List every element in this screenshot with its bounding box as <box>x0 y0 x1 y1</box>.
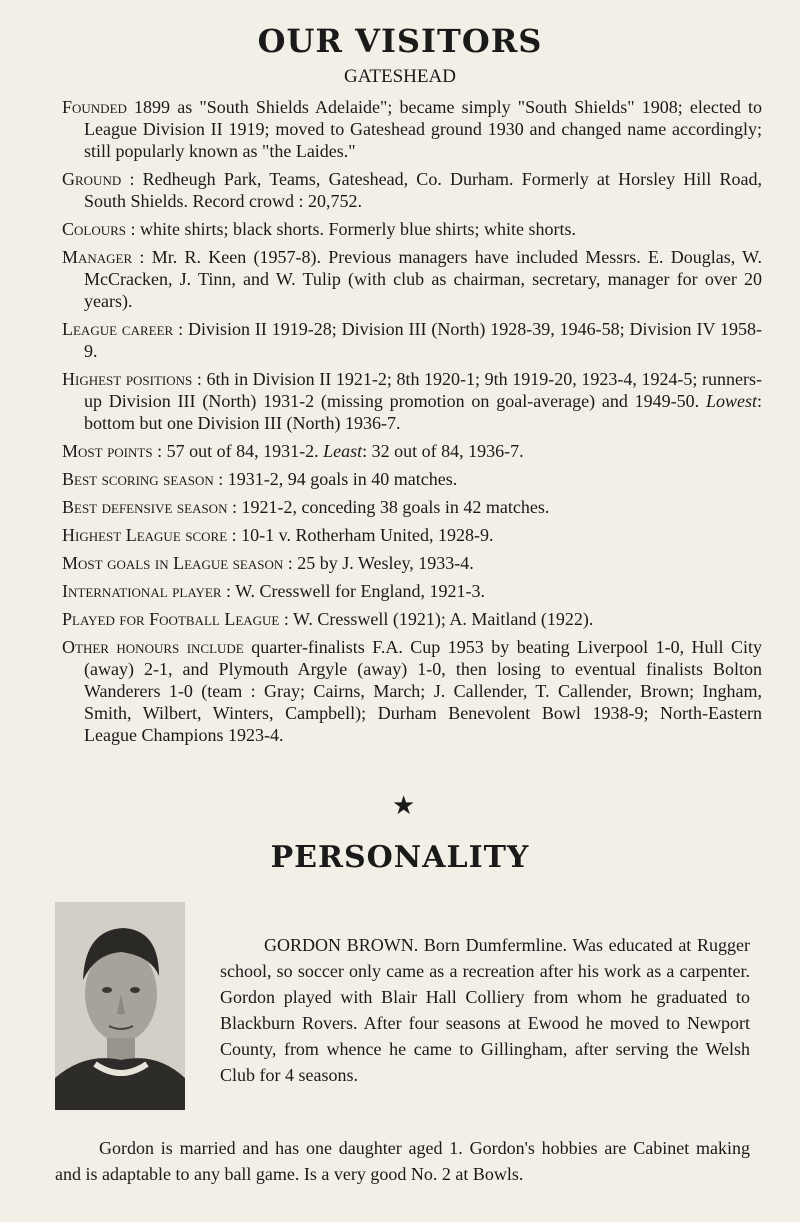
entry-international <box>62 580 762 602</box>
entry-best-scoring <box>62 468 762 490</box>
entry-label: Best scoring season <box>62 469 214 489</box>
entry-label: Highest positions <box>62 369 193 389</box>
entry-ground <box>62 168 762 212</box>
star-icon: ★ <box>392 791 416 821</box>
entry-label: Other honours include <box>62 637 244 657</box>
entry-text: : 57 out of 84, 1931-2. <box>152 441 319 461</box>
entry-text: : 10-1 v. Rotherham United, 1928-9. <box>227 525 494 545</box>
entry-label: League career <box>62 319 174 339</box>
entry-italic: Least <box>323 441 363 461</box>
entry-best-defensive <box>62 496 762 518</box>
entry-label: Manager <box>62 247 133 267</box>
entry-most-goals <box>62 552 762 574</box>
entry-text: : W. Cresswell for England, 1921-3. <box>221 581 485 601</box>
entry-colours <box>62 218 762 240</box>
entry-label: Played for Football League <box>62 609 280 629</box>
player-bio-continued: Gordon is married and has one daughter aged 1. Gordon's hobbies are Cabinet making and is adaptable to any ball game. Is a very good No. 2 at Bowls. <box>55 1138 750 1184</box>
entry-text: : Division II 1919-28; Division III (North) 1928-39, 1946-58; Division IV 1958-9. <box>84 319 762 361</box>
entry-text: : Redheugh Park, Teams, Gateshead, Co. Durham. Formerly at Horsley Hill Road, South Shields. Record crowd : 20,752. <box>84 169 762 211</box>
page-title: OUR VISITORS <box>257 22 543 60</box>
entry-text: : 1921-2, conceding 38 goals in 42 matches. <box>227 497 550 517</box>
entry-label: Highest League score <box>62 525 228 545</box>
entry-text: : white shirts; black shorts. Formerly blue shirts; white shorts. <box>126 219 576 239</box>
entry-highest-score <box>62 524 762 546</box>
club-name: GATESHEAD <box>344 66 456 87</box>
entry-label: International player <box>62 581 222 601</box>
bio-text: GORDON BROWN. Born Dumfermline. Was educated at Rugger school, so soccer only came as a recreation after his work as a carpenter. Gordon played with Blair Hall Colliery from whom he graduated to Blackburn Rovers. After four seasons at Ewood he moved to Newport County, from whence he came to Gillingham, after serving the Welsh Club for 4 seasons. <box>220 935 750 1085</box>
entry-label: Founded <box>62 97 127 117</box>
entry-label: Most goals in League season <box>62 553 284 573</box>
section-title: PERSONALITY <box>270 840 530 875</box>
entry-italic: Lowest <box>705 391 757 411</box>
entry-text: : W. Cresswell (1921); A. Maitland (1922). <box>279 609 594 629</box>
entry-highest-positions <box>62 368 762 434</box>
player-bio <box>220 932 750 1088</box>
entry-text: : 6th in Division II 1921-2; 8th 1920-1; 9th 1919-20, 1923-4, 1924-5; runners-up Division III (North) 1931-2 (missing promotion on goal-average) and 1949-50. <box>84 369 763 411</box>
entry-other-honours <box>62 636 762 746</box>
entry-text: quarter-finalists F.A. Cup 1953 by beating Liverpool 1-0, Hull City (away) 2-1, and Plymouth Argyle (away) 1-0, then losing to eventual finalists Bolton Wanderers 1-0 (team : Gray; Cairns, March; J. Callender, T. Callender, Brown; Ingham, Smith, Wilbert, Winters, Campbell); Durham Benevolent Bowl 1938-9; North-Eastern League Champions 1923-4. <box>84 637 762 745</box>
entry-tail: : 32 out of 84, 1936-7. <box>362 441 524 461</box>
entry-football-league <box>62 608 762 630</box>
entry-manager <box>62 246 762 312</box>
club-facts <box>62 96 762 752</box>
entry-league-career <box>62 318 762 362</box>
player-portrait <box>55 902 185 1110</box>
entry-founded <box>62 96 762 162</box>
entry-text: 1899 as "South Shields Adelaide"; became simply "South Shields" 1908; elected to League Division II 1919; moved to Gateshead ground 1930 and changed name accordingly; still popularly known as "the Laides." <box>84 97 762 161</box>
entry-label: Most points <box>62 441 153 461</box>
entry-text: : Mr. R. Keen (1957-8). Previous managers have included Messrs. E. Douglas, W. McCracken, J. Tinn, and W. Tulip (with club as chairman, secretary, manager for over 20 years). <box>84 247 762 311</box>
entry-text: : 1931-2, 94 goals in 40 matches. <box>213 469 458 489</box>
entry-label: Ground <box>62 169 122 189</box>
entry-tail: : bottom but one Division III (North) 1936-7. <box>84 391 762 433</box>
entry-text: : 25 by J. Wesley, 1933-4. <box>283 553 474 573</box>
entry-label: Best defensive season <box>62 497 228 517</box>
entry-label: Colours <box>62 219 127 239</box>
entry-most-points <box>62 440 762 462</box>
